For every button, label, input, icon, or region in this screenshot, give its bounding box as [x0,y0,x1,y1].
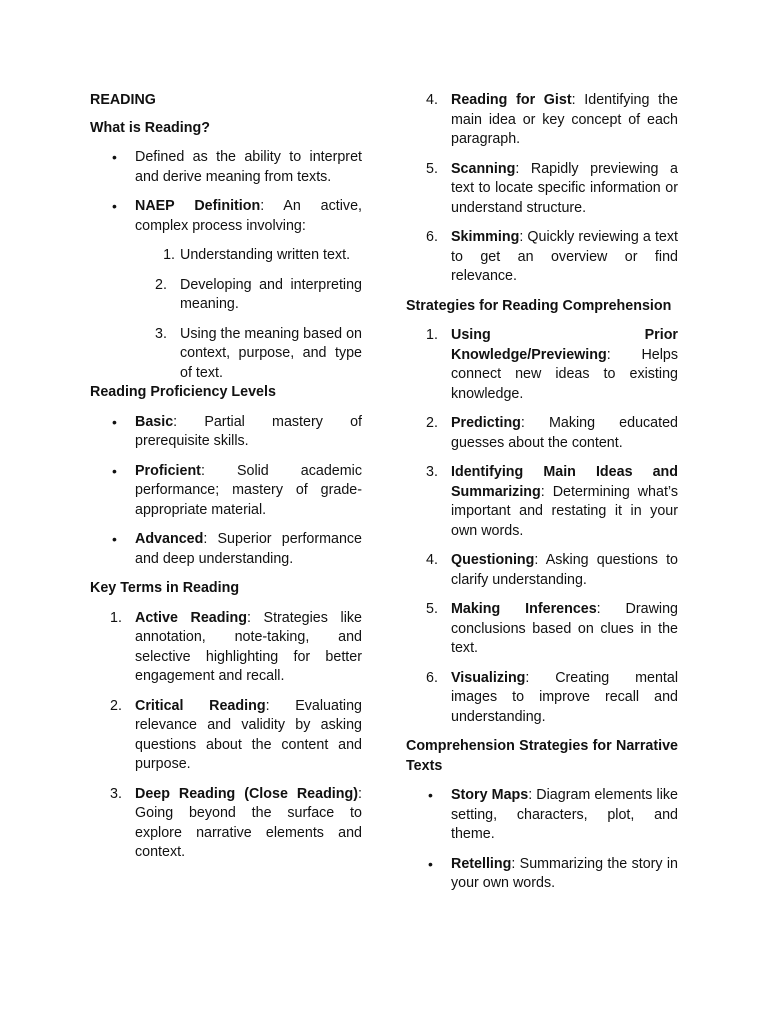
item-term: Basic [135,413,174,430]
item-text: : Creating mental images to improve recall and understanding. [451,669,678,725]
item-term: Critical Reading [135,697,266,714]
what-is-reading-list [90,148,362,383]
list-item [90,197,362,383]
item-term: Scanning [451,160,516,177]
item-text: : An active, complex process involving: [135,198,362,234]
naep-sub-list [135,246,362,383]
item-text: : Evaluating relevance and validity by asking questions about the content and purpose. [135,697,362,772]
item-term: Skimming [451,229,520,245]
list-item [90,148,362,187]
item-text: Defined as the ability to interpret and derive meaning from texts. [135,149,362,185]
item-text: : Partial mastery of prerequisite skills. [135,413,362,449]
item-term: Reading for Gist [451,92,572,108]
item-text: Developing and interpreting meaning. [180,276,362,312]
item-text: : Making educated guesses about the content. [451,415,678,451]
list-item [406,414,678,453]
item-number: 5. [426,601,438,617]
bullet-icon: • [112,462,117,479]
narrative-strategies-list [406,786,678,894]
proficiency-levels-heading: Reading Proficiency Levels [90,384,276,400]
key-terms-heading: Key Terms in Reading [90,580,240,596]
item-number: 2. [155,276,167,293]
item-text: : Quickly reviewing a text to get an overview or find relevance. [451,229,678,284]
strategies-list [406,326,678,727]
item-number: 1. [163,247,175,263]
item-text: : Identifying the main idea or key concept of each paragraph. [451,92,678,147]
item-text: : Solid academic performance; mastery of grade-appropriate material. [135,462,362,518]
item-term: Identifying Main Ideas and Summarizing [451,464,678,500]
item-number: 4. [426,92,438,108]
bullet-icon: • [112,149,117,165]
item-number: 3. [155,325,167,342]
item-term: Retelling [451,855,512,872]
item-term: Proficient [135,462,201,479]
item-text: : Summarizing the story in your own words. [451,855,678,891]
list-item [406,326,678,404]
item-number: 1. [110,609,122,626]
item-term: Making Inferences [451,601,597,617]
bullet-icon: • [112,413,117,430]
list-item [90,413,362,452]
item-number: 1. [426,327,438,343]
key-terms-list-continued [406,91,678,287]
list-item [406,160,678,219]
bullet-icon: • [112,198,117,214]
item-term: Questioning [451,552,535,568]
item-text: Using the meaning based on context, purpose, and type of text. [180,325,363,381]
list-item [406,228,678,287]
item-text: Understanding written text. [180,247,351,263]
item-text: : Superior performance and deep understanding. [135,531,362,567]
list-item [406,669,678,728]
left-column [90,91,362,873]
item-text: : Diagram elements like setting, characters, plot, and theme. [451,787,678,842]
list-item [90,530,362,569]
item-term: Advanced [135,531,204,547]
list-item [406,600,678,659]
list-item [90,462,362,521]
item-number: 2. [426,415,438,431]
item-text: : Asking questions to clarify understanding. [451,552,678,588]
item-number: 5. [426,160,438,177]
item-number: 3. [110,785,122,802]
list-item [90,609,362,687]
item-number: 6. [426,229,438,245]
list-item [135,276,362,315]
narrative-strategies-heading: Comprehension Strategies for Narrative Texts [406,738,678,774]
right-column [406,91,678,904]
item-term: Active Reading [135,609,247,626]
item-number: 3. [426,464,438,480]
bullet-icon: • [428,787,433,803]
key-terms-list [90,609,362,863]
strategies-heading: Strategies for Reading Comprehension [406,297,672,314]
item-text: : Determining what’s important and restating it in your own words. [451,483,678,539]
list-item [406,855,678,894]
item-term: Story Maps [451,787,529,803]
item-term: Predicting [451,415,521,431]
list-item [406,551,678,590]
item-number: 4. [426,552,438,568]
item-text: : Helps connect new ideas to existing knowledge. [451,346,678,402]
item-text: : Going beyond the surface to explore narrative elements and context. [135,785,362,860]
list-item [135,325,362,384]
list-item [135,246,362,266]
item-number: 2. [110,697,122,714]
list-item [90,785,362,863]
list-item [406,463,678,541]
list-item [406,91,678,150]
bullet-icon: • [428,855,433,872]
what-is-reading-heading: What is Reading? [90,119,210,136]
list-item [90,697,362,775]
list-item [406,786,678,845]
item-text: : Drawing conclusions based on clues in the text. [451,601,678,656]
item-term: Visualizing [451,669,526,686]
item-text: : Rapidly previewing a text to locate specific information or understand structure. [451,160,678,216]
document-title: READING [90,92,156,108]
item-term: NAEP Definition [135,198,261,214]
bullet-icon: • [112,531,117,547]
item-term: Deep Reading (Close Reading) [135,785,359,802]
item-number: 6. [426,669,438,686]
item-text: : Strategies like annotation, note-taking, and selective highlighting for better engagement and recall. [135,609,362,684]
item-term: Using Prior Knowledge/Previewing [451,327,678,363]
proficiency-levels-list [90,413,362,570]
